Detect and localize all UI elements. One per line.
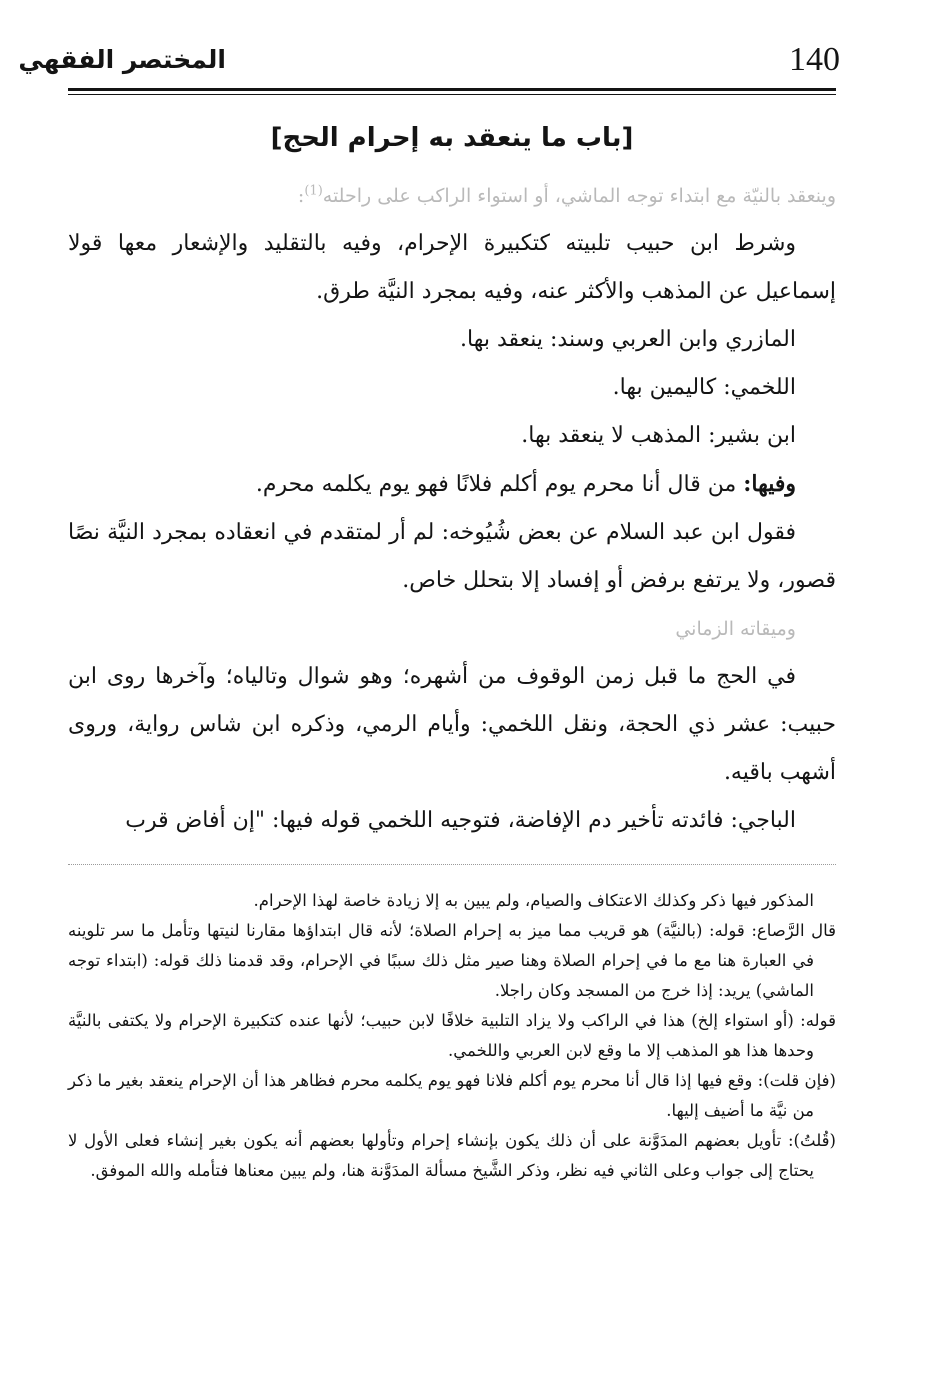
paragraph: اللخمي: كاليمين بها. [612,375,796,400]
footnote-line: (قُلتُ): تأويل بعضهم المدَوَّنة على أن ذلك يكون بإنشاء إحرام وتأولها بعضهم أنه يكون بغير إنشاء فعلى الأول لا يحتاج إلى جواب وعلى الثاني فيه نظر، وذكر الشَّيخ مسألة المدَوَّنة هنا، ولم يبين معناها فتأمله والله الموفق. [68,1131,836,1180]
main-text [68,172,836,845]
footnote-line: المذكور فيها ذكر وكذلك الاعتكاف والصيام، ولم يبين به إلا زيادة خاصة لهذا الإحرام. [253,891,814,910]
paragraph-intro-text: وينعقد بالنيّة مع ابتداء توجه الماشي، أو استواء الراكب على راحلته [322,185,836,207]
fiha-label: وفيها: [743,471,796,497]
paragraph: وشرط ابن حبيب تلبيته كتكبيرة الإحرام، وفيه بالتقليد والإشعار معها قولا إسماعيل عن المذهب والأكثر عنه، وفيه بمجرد النيَّة طرق. [68,231,836,304]
footnote-line: قوله: (أو استواء إلخ) هذا في الراكب ولا يزاد التلبية خلافًا لابن حبيب؛ لأنها عنده كتكبيرة الإحرام ولا يكتفى بالنيَّة وحدها هذا هو المذهب إلا ما وقع لابن العربي واللخمي. [68,1011,836,1060]
paragraph-intro [68,172,836,220]
paragraph: فقول ابن عبد السلام عن بعض شُيُوخه: لم أر لمتقدم في انعقاده بمجرد النيَّة نصًا قصور، ولا يرتفع برفض أو إفساد إلا بتحلل خاص. [68,520,836,593]
footnote-ref: (1) [304,183,323,199]
section-heading-faded: وميقاته الزماني [675,618,796,640]
paragraph: في الحج ما قبل زمن الوقوف من أشهره؛ وهو شوال وتالياه؛ وآخرها روى ابن حبيب: عشر ذي الحجة، ونقل اللخمي: وأيام الرمي، وذكره ابن شاس رواية، وروى أشهب باقيه. [68,664,836,785]
running-head: المختصر الفقهي [18,45,226,74]
header-rule-thick [68,88,836,91]
paragraph-intro-colon: : [297,185,305,207]
footnote-line: (فإن قلت): وقع فيها إذا قال أنا محرم يوم أكلم فلانا فهو يوم يكلمه محرم فظاهر هذا أن الإحرام ينعقد بغير ما ذكر من نيَّة ما أضيف إليها. [68,1071,836,1120]
header-rule-thin [68,94,836,95]
paragraph: الباجي: فائدته تأخير دم الإفاضة، فتوجيه اللخمي قوله فيها: "إن أفاض قرب [125,808,796,833]
page-number: 140 [789,41,840,78]
footnote-separator [68,864,836,865]
chapter-title: [باب ما ينعقد به إحرام الحج] [270,123,634,153]
footnote-line: قال الرَّصاع: قوله: (بالنيَّة) هو قريب مما ميز به إحرام الصلاة؛ لأنه قال ابتداؤها مقارنا لنيتها وتأمل ما سر تلوينه في العبارة هنا مع ما في إحرام الصلاة وهنا صير مثل ذلك سببًا في الإحرام، وقد قدمنا ذلك قوله: (ابتداء توجه الماشي) يريد: إذا خرج من المسجد وكان راجلا. [68,921,836,1000]
paragraph: ابن بشير: المذهب لا ينعقد بها. [521,423,796,448]
fiha-text: من قال أنا محرم يوم أكلم فلانًا فهو يوم يكلمه محرم. [255,472,737,497]
footnotes [68,886,836,1186]
paragraph-fiha [68,460,836,509]
paragraph: المازري وابن العربي وسند: ينعقد بها. [460,327,796,352]
